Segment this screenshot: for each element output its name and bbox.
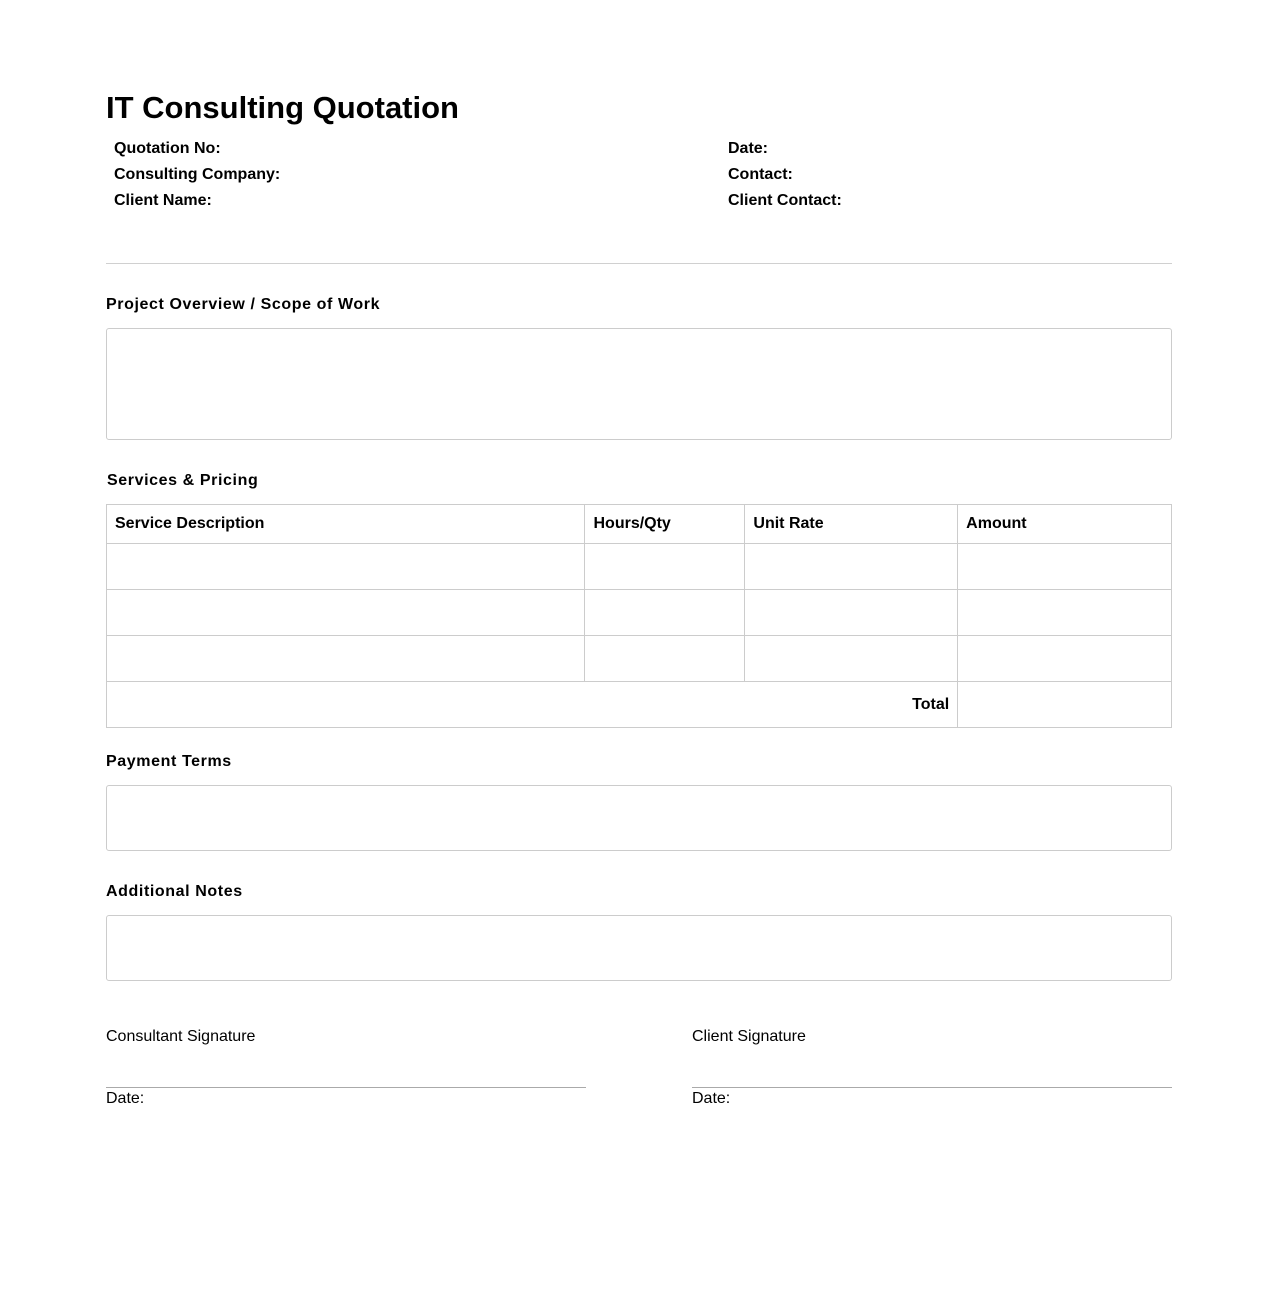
meta-left [114, 136, 280, 214]
cell-hours[interactable] [585, 590, 745, 636]
consultant-signature-line[interactable] [106, 1087, 586, 1088]
services-table [106, 504, 1172, 728]
cell-rate[interactable] [745, 544, 958, 590]
payment-terms-heading: Payment Terms [106, 753, 232, 770]
table-row [107, 544, 1172, 590]
cell-hours[interactable] [585, 544, 745, 590]
table-row [107, 590, 1172, 636]
cell-description[interactable] [107, 590, 585, 636]
payment-terms-field[interactable] [106, 785, 1172, 851]
client-date-label: Date: [692, 1090, 731, 1107]
table-header-row [107, 505, 1172, 544]
total-label: Total [107, 682, 958, 728]
header-service-description: Service Description [107, 505, 585, 544]
cell-description[interactable] [107, 636, 585, 682]
cell-amount[interactable] [958, 636, 1172, 682]
consulting-company-label: Consulting Company: [114, 166, 281, 183]
quotation-no-label: Quotation No: [114, 140, 221, 157]
contact-label: Contact: [728, 166, 793, 183]
total-row [107, 682, 1172, 728]
date-label: Date: [728, 140, 769, 157]
overview-field[interactable] [106, 328, 1172, 440]
header-unit-rate: Unit Rate [745, 505, 958, 544]
header-hours-qty: Hours/Qty [585, 505, 745, 544]
consultant-date-label: Date: [106, 1090, 145, 1107]
cell-amount[interactable] [958, 590, 1172, 636]
overview-heading: Project Overview / Scope of Work [106, 296, 381, 313]
meta-right [728, 136, 842, 214]
consultant-signature-block [106, 1028, 586, 1108]
header-amount: Amount [958, 505, 1172, 544]
client-name-label: Client Name: [114, 192, 212, 209]
client-signature-block [692, 1028, 1172, 1108]
client-signature-label: Client Signature [692, 1028, 806, 1045]
cell-hours[interactable] [585, 636, 745, 682]
total-value[interactable] [958, 682, 1172, 728]
page-title: IT Consulting Quotation [106, 90, 459, 125]
services-heading: Services & Pricing [107, 472, 259, 489]
cell-description[interactable] [107, 544, 585, 590]
additional-notes-heading: Additional Notes [106, 883, 243, 900]
table-row [107, 636, 1172, 682]
divider [106, 263, 1172, 264]
additional-notes-field[interactable] [106, 915, 1172, 981]
cell-amount[interactable] [958, 544, 1172, 590]
cell-rate[interactable] [745, 636, 958, 682]
consultant-signature-label: Consultant Signature [106, 1028, 256, 1045]
client-contact-label: Client Contact: [728, 192, 842, 209]
cell-rate[interactable] [745, 590, 958, 636]
client-signature-line[interactable] [692, 1087, 1172, 1088]
